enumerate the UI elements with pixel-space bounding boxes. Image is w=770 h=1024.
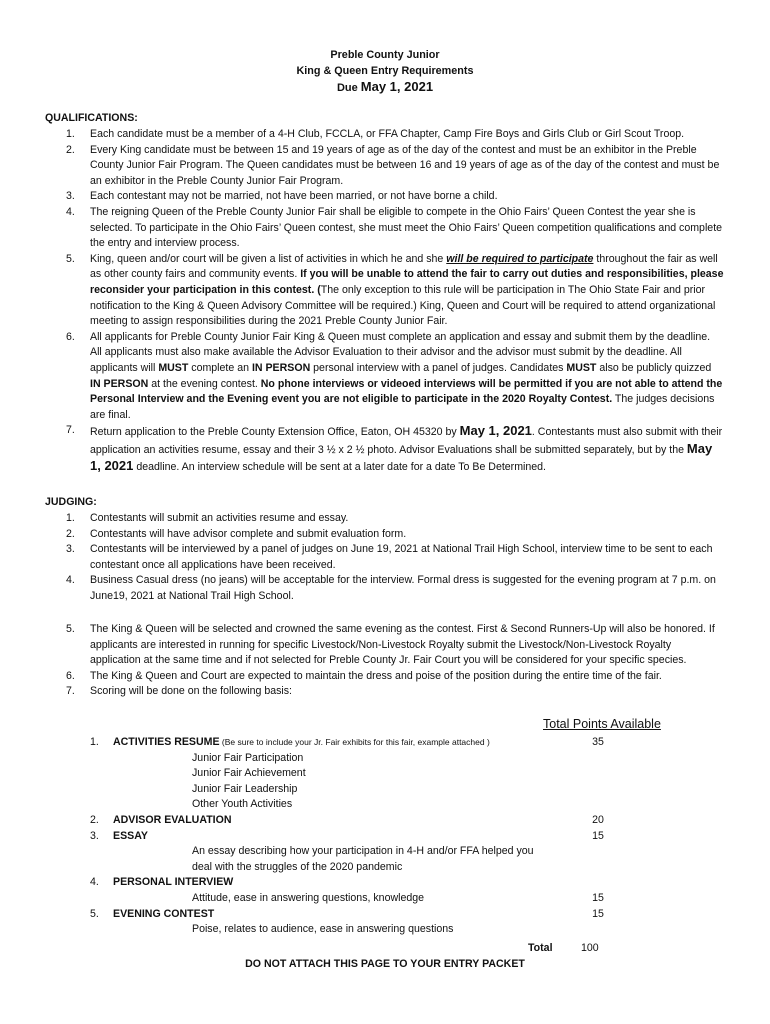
list-item xyxy=(66,684,724,700)
item-number: 4. xyxy=(66,574,75,587)
score-number: 1. xyxy=(90,736,99,748)
list-item xyxy=(66,205,724,252)
list-item xyxy=(66,252,724,330)
list-item xyxy=(66,669,724,685)
score-note: (Be sure to include your Jr. Fair exhibits for this fair, example attached ) xyxy=(219,737,490,747)
item-text: Each candidate must be a member of a 4-H Club, FCCLA, or FFA Chapter, Camp Fire Boys and Girls Club or Girl Scout Troop. xyxy=(90,128,685,140)
bold-text: IN PERSON xyxy=(90,377,149,390)
score-subitem: Poise, relates to audience, ease in answering questions xyxy=(192,923,454,936)
score-subitem: Junior Fair Achievement xyxy=(192,767,306,780)
score-label-text: ACTIVITIES RESUME xyxy=(113,736,220,748)
score-number: 3. xyxy=(90,829,99,842)
item-text: Return application to the Preble County Extension Office, Eaton, OH 45320 by xyxy=(90,426,460,439)
score-row xyxy=(90,907,630,923)
list-item xyxy=(66,423,724,476)
deadline-date: May 1, 2021 xyxy=(90,440,713,474)
item-number: 3. xyxy=(66,190,75,203)
item-number: 5. xyxy=(66,623,75,635)
item-number: 7. xyxy=(66,424,75,437)
item-text: throughout the fair as well as other county fairs and community events. xyxy=(90,252,718,281)
item-number: 7. xyxy=(66,685,75,698)
item-text: All applicants for Preble County Junior Fair King & Queen must complete an application and essay and submit them by the deadline. All applicants must also make available the Advisor Evaluation to their advisor and the advisor must submit by the deadline. All applicants will xyxy=(90,330,711,374)
score-points: 20 xyxy=(592,813,604,826)
score-label: EVENING CONTEST xyxy=(113,907,215,920)
item-number: 1. xyxy=(66,512,75,524)
item-text: deadline. An interview schedule will be sent at a later date for a date To Be Determined. xyxy=(133,461,546,474)
item-text: The only exception to this rule will be participation in The Ohio State Fair and prior notification to the King & Queen Advisory Committee will be required.) King, Queen and Court will be required to attend organizational meeting to assign responsibilities during the 2021 Preble County Junior Fair. xyxy=(90,283,716,328)
total-label: Total xyxy=(528,942,553,954)
item-number: 2. xyxy=(66,143,75,156)
score-row xyxy=(90,829,630,845)
total-value: 100 xyxy=(581,942,599,954)
item-text: The judges decisions are final. xyxy=(90,393,715,421)
item-text: . Contestants must also submit with their application an activities resume, essay and their 3 ½ x 2 ½ photo. Advisor Evaluations shall be submitted separately, but by the xyxy=(90,426,723,456)
item-text: Business Casual dress (no jeans) will be acceptable for the interview. Formal dress is suggested for the evening program at 7 p.m. on June19, 2021 at National Trail High School. xyxy=(90,574,716,602)
item-number: 6. xyxy=(66,330,75,343)
bold-text: MUST xyxy=(566,361,597,374)
due-prefix: Due xyxy=(336,82,361,94)
list-item xyxy=(66,527,724,543)
item-number: 6. xyxy=(66,669,75,682)
score-label xyxy=(113,735,490,751)
list-item xyxy=(66,143,724,190)
score-label: ESSAY xyxy=(113,829,148,842)
item-number: 1. xyxy=(66,128,75,140)
item-text: Scoring will be done on the following basis: xyxy=(90,685,292,698)
due-date-value: May 1, 2021 xyxy=(360,79,434,94)
document-subtitle: King & Queen Entry Requirements xyxy=(296,65,474,77)
item-text: The reigning Queen of the Preble County Junior Fair shall be eligible to compete in the Ohio Fairs’ Queen Contest the year she is selected. To participate in the Ohio Fairs’ Queen contest, she must meet the Ohio Fairs’ Queen competition qualifications and complete the entry and interview process. xyxy=(90,205,723,250)
score-row xyxy=(90,735,630,751)
score-points: 15 xyxy=(592,907,604,920)
item-text: Contestants will be interviewed by a panel of judges on June 19, 2021 at National Trail High School, interview time to be sent to each contestant once all applications have been received. xyxy=(90,543,713,571)
score-points: 15 xyxy=(592,891,604,904)
item-text: personal interview with a panel of judges. Candidates xyxy=(310,361,567,374)
score-row xyxy=(90,813,630,829)
list-item xyxy=(66,573,724,604)
score-subitem: Junior Fair Leadership xyxy=(192,782,298,795)
qualifications-heading: QUALIFICATIONS: xyxy=(45,112,138,124)
item-text: at the evening contest. xyxy=(148,377,261,390)
item-text: also be publicly quizzed xyxy=(596,361,712,374)
score-points: 35 xyxy=(592,736,604,748)
item-text: King, queen and/or court will be given a list of activities in which he and she xyxy=(90,252,447,265)
judging-list-a xyxy=(66,511,724,605)
bold-text: IN PERSON xyxy=(251,361,311,374)
list-item xyxy=(66,330,724,424)
list-item xyxy=(66,127,724,143)
list-item xyxy=(66,511,724,527)
score-subrow xyxy=(90,891,630,907)
item-number: 3. xyxy=(66,543,75,556)
scoring-table xyxy=(90,735,630,938)
judging-list-b xyxy=(66,622,724,700)
item-text: Each contestant may not be married, not have been married, or not have borne a child. xyxy=(90,190,498,203)
item-text: The King & Queen will be selected and crowned the same evening as the contest. First & Second Runners-Up will also be honored. If applicants are interested in running for specific Livestock/Non-Livestock Royalty submit the Livestock/Non-Livestock Royalty application at the same time and if not selected for Preble County Jr. Fair Court you will be considered for your specific species. xyxy=(90,623,715,667)
score-subitem: Junior Fair Participation xyxy=(192,751,304,764)
score-subitem: deal with the struggles of the 2020 pandemic xyxy=(192,860,403,873)
item-text: The King & Queen and Court are expected to maintain the dress and poise of the position during the entire time of the fair. xyxy=(90,669,662,682)
item-text: Contestants will submit an activities resume and essay. xyxy=(90,512,349,524)
score-number: 4. xyxy=(90,876,99,889)
score-label: ADVISOR EVALUATION xyxy=(113,813,232,826)
deadline-date: May 1, 2021 xyxy=(459,423,532,439)
item-text: Contestants will have advisor complete and submit evaluation form. xyxy=(90,527,407,540)
score-subitem: An essay describing how your participation in 4-H and/or FFA helped you xyxy=(192,845,534,858)
bold-text: If you will be unable to attend the fair to carry out duties and responsibilities, please reconsider your participation in this contest. ( xyxy=(90,268,724,296)
footer-notice: DO NOT ATTACH THIS PAGE TO YOUR ENTRY PACKET xyxy=(245,958,525,970)
bold-text: No phone interviews or videoed interviews will be permitted if you are not able to attend the Personal Interview and the Evening event you are not eligible to participate in the 2020 Royalty Contest. xyxy=(90,377,723,406)
bold-text: MUST xyxy=(158,361,189,374)
list-item xyxy=(66,189,724,205)
list-item xyxy=(66,622,724,669)
item-number: 2. xyxy=(66,527,75,540)
item-text: Every King candidate must be between 15 and 19 years of age as of the day of the contest and must be an exhibitor in the Preble County Junior Fair Program. The Queen candidates must be between 16 and 19 years of age as of the day of the contest and must be an exhibitor in the Preble County Junior Fair Program. xyxy=(90,143,720,187)
emphasis-text: will be required to participate xyxy=(446,252,594,265)
score-points: 15 xyxy=(592,829,604,842)
score-row xyxy=(90,875,630,891)
item-number: 5. xyxy=(66,252,75,265)
score-number: 5. xyxy=(90,907,99,920)
judging-heading: JUDGING: xyxy=(45,496,97,508)
total-points-heading: Total Points Available xyxy=(543,717,661,731)
score-label: PERSONAL INTERVIEW xyxy=(113,876,234,889)
qualifications-list xyxy=(66,127,724,476)
item-text: complete an xyxy=(188,361,252,374)
list-item xyxy=(66,542,724,573)
score-subitem: Other Youth Activities xyxy=(192,798,293,811)
item-number: 4. xyxy=(66,205,75,218)
document-title: Preble County Junior xyxy=(330,49,440,61)
score-subitem: Attitude, ease in answering questions, knowledge xyxy=(192,891,425,904)
due-date xyxy=(0,79,770,97)
score-number: 2. xyxy=(90,813,99,826)
